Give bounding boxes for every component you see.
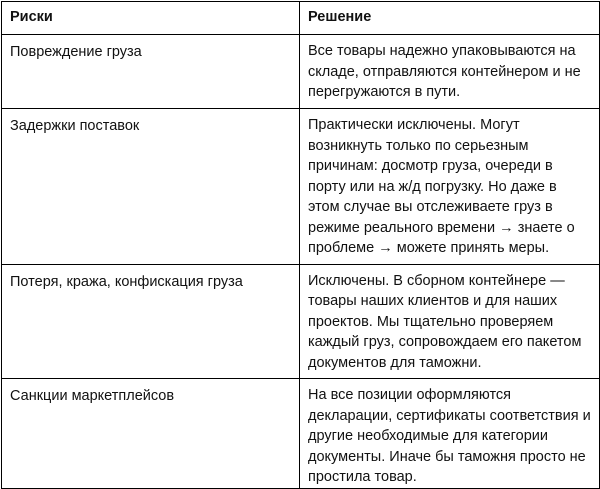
risk-cell: Санкции маркетплейсов bbox=[2, 379, 300, 489]
solution-cell: Все товары надежно упаковываются на складе, отправляются контейнером и не перегружаются в пути. bbox=[300, 35, 600, 109]
header-risks: Риски bbox=[2, 2, 300, 35]
solution-cell: На все позиции оформляются декларации, сертификаты соответствия и другие необходимые для категории документы. Иначе бы таможня просто не простила товар. bbox=[300, 379, 600, 489]
risks-table bbox=[1, 1, 600, 489]
solution-cell: Практически исключены. Могут возникнуть только по серьезным причинам: досмотр груза, очереди в порту или на ж/д погрузку. Но даже в этом случае вы отслеживаете груз в режиме реального времени → знаете о проблеме → можете принять меры. bbox=[300, 109, 600, 265]
risk-cell: Повреждение груза bbox=[2, 35, 300, 109]
table-row bbox=[2, 379, 600, 489]
risk-cell: Задержки поставок bbox=[2, 109, 300, 265]
table-row bbox=[2, 264, 600, 379]
risk-cell: Потеря, кража, конфискация груза bbox=[2, 264, 300, 379]
header-solution: Решение bbox=[300, 2, 600, 35]
header-row bbox=[2, 2, 600, 35]
table-row bbox=[2, 35, 600, 109]
solution-cell: Исключены. В сборном контейнере — товары наших клиентов и для наших проектов. Мы тщательно проверяем каждый груз, сопровождаем его пакетом документов для таможни. bbox=[300, 264, 600, 379]
table-row bbox=[2, 109, 600, 265]
